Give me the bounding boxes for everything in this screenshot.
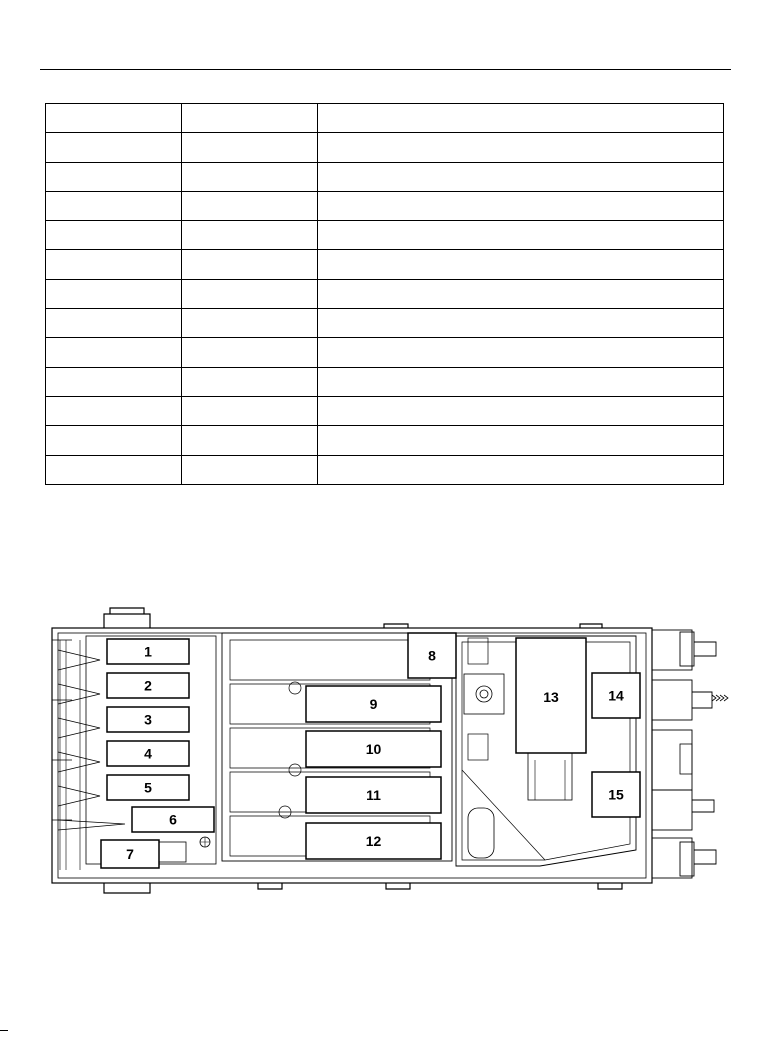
- label-8: 8: [428, 647, 436, 664]
- label-3: 3: [144, 711, 152, 728]
- corner-mark: [0, 1030, 8, 1031]
- label-11: 11: [366, 787, 381, 803]
- label-12: 12: [365, 833, 382, 849]
- label-7: 7: [126, 846, 134, 862]
- label-6: 6: [169, 811, 177, 828]
- label-9: 9: [369, 696, 378, 712]
- label-10: 10: [365, 741, 382, 757]
- label-1: 1: [144, 643, 152, 660]
- label-14: 14: [608, 687, 624, 704]
- label-4: 4: [144, 745, 152, 762]
- label-15: 15: [608, 786, 624, 803]
- component-labels: [101, 633, 640, 868]
- label-5: 5: [144, 779, 152, 796]
- label-2: 2: [144, 677, 152, 694]
- label-13: 13: [543, 689, 559, 705]
